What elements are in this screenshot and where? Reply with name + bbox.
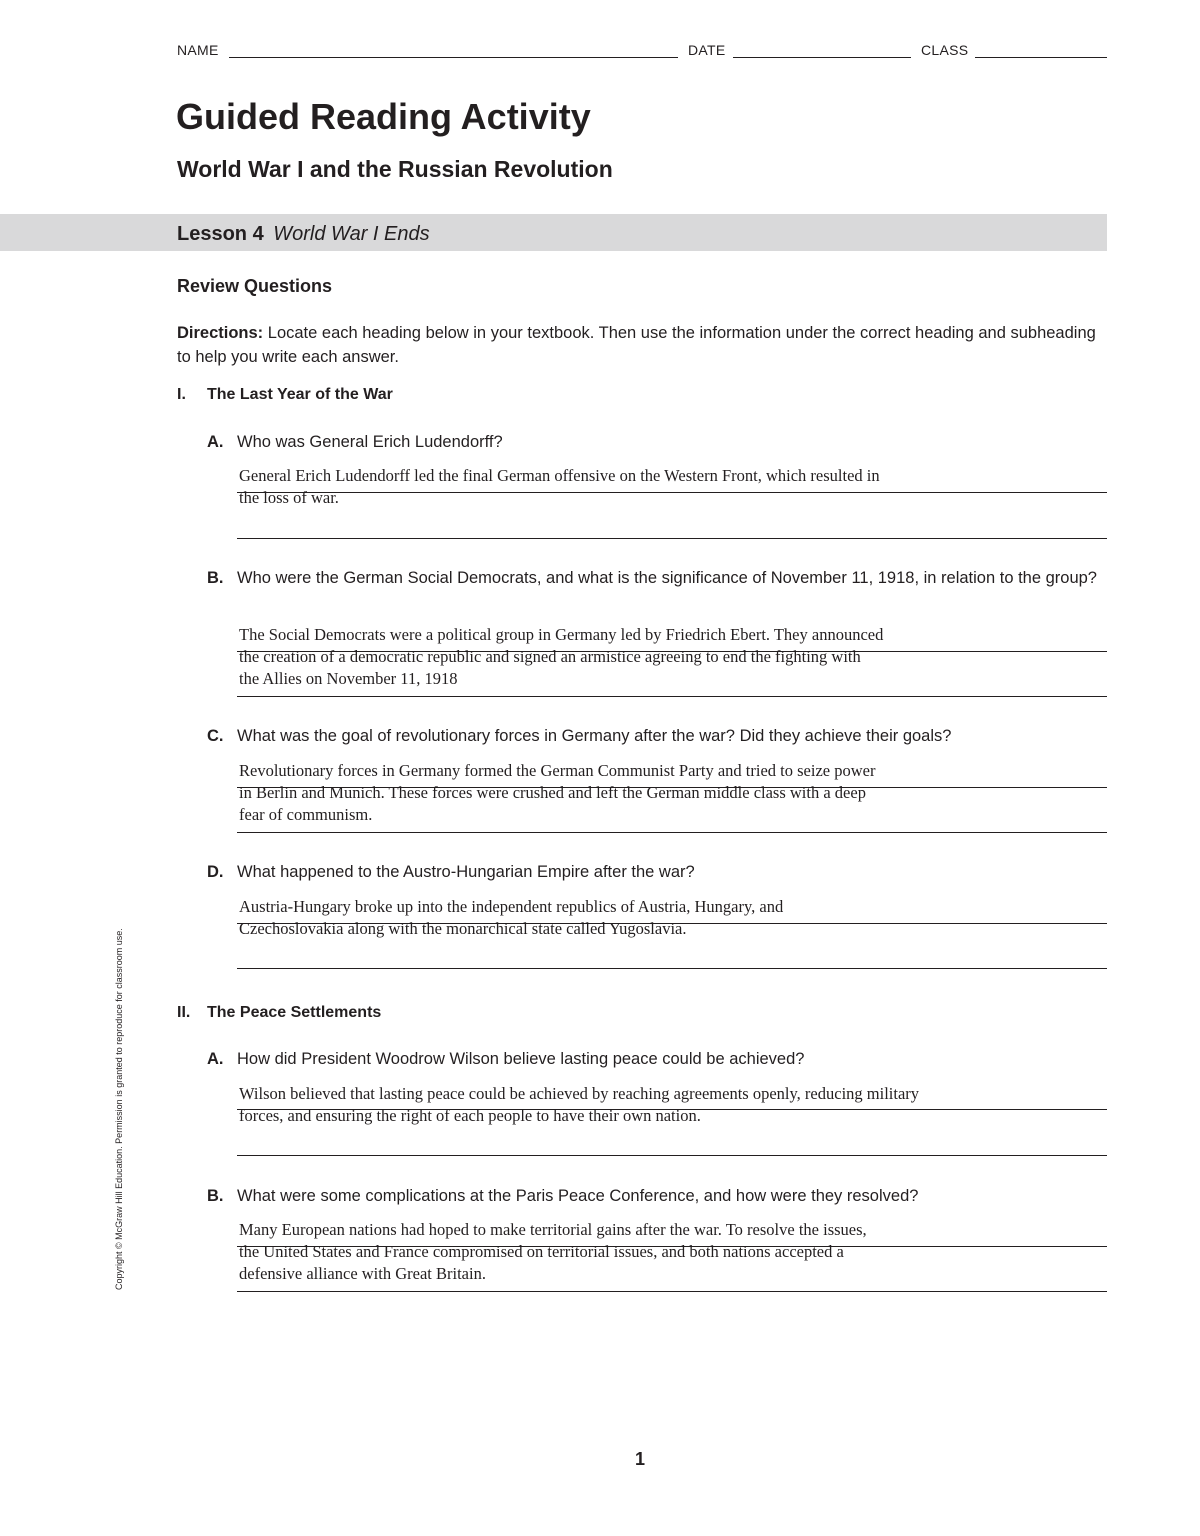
answer-text[interactable] (239, 1083, 1099, 1127)
answer-line-text: General Erich Ludendorff led the final German offensive on the Western Front, which resulted in (239, 466, 880, 485)
page-subtitle: World War I and the Russian Revolution (177, 156, 613, 182)
answer-line-text: Wilson believed that lasting peace could be achieved by reaching agreements openly, reducing military (239, 1084, 920, 1103)
answer-line-text: the Allies on November 11, 1918 (239, 669, 458, 688)
section-title: The Last Year of the War (207, 386, 393, 403)
answer-line[interactable] (237, 968, 1107, 969)
directions (177, 321, 1097, 369)
question-letter: C. (207, 727, 224, 745)
answer-line-text: in Berlin and Munich. These forces were crushed and left the German middle class with a deep (239, 783, 866, 802)
date-field[interactable] (733, 57, 911, 58)
lesson-title: World War I Ends (273, 223, 430, 245)
directions-text: Locate each heading below in your textbook. Then use the information under the correct heading and subheading to help you write each answer. (177, 324, 1096, 366)
student-info-header (177, 42, 1107, 62)
answer-text[interactable] (239, 624, 1099, 690)
review-heading: Review Questions (177, 276, 333, 296)
section-heading (177, 386, 393, 404)
question (207, 1047, 1107, 1071)
answer-line-text: the creation of a democratic republic and signed an armistice agreeing to end the fighting with (239, 647, 861, 666)
answer-line[interactable] (237, 1155, 1107, 1156)
class-field[interactable] (975, 57, 1107, 58)
question (207, 430, 1107, 454)
section-heading (177, 1004, 381, 1022)
answer-text[interactable] (239, 896, 1099, 940)
question-letter: A. (207, 433, 224, 451)
answer-text[interactable] (239, 465, 1099, 509)
question-text: Who were the German Social Democrats, and what is the significance of November 11, 1918, in relation to the group? (237, 569, 1097, 587)
question (207, 566, 1107, 590)
answer-line-text: The Social Democrats were a political group in Germany led by Friedrich Ebert. They announced (239, 625, 884, 644)
section-numeral: II. (177, 1004, 191, 1021)
answer-line-text: fear of communism. (239, 805, 373, 824)
answer-text[interactable] (239, 1219, 1099, 1285)
name-field[interactable] (229, 57, 678, 58)
question-letter: B. (207, 1187, 224, 1205)
answer-line-text: Revolutionary forces in Germany formed the German Communist Party and tried to seize power (239, 761, 876, 780)
question (207, 1184, 1107, 1208)
question-text: How did President Woodrow Wilson believe lasting peace could be achieved? (237, 1050, 805, 1068)
lesson-number: Lesson 4 (177, 223, 264, 245)
answer-line[interactable] (237, 1291, 1107, 1292)
question-text: What happened to the Austro-Hungarian Empire after the war? (237, 863, 695, 881)
answer-line-text: forces, and ensuring the right of each people to have their own nation. (239, 1106, 701, 1125)
question-text: What was the goal of revolutionary forces in Germany after the war? Did they achieve their goals? (237, 727, 952, 745)
class-label: CLASS (921, 42, 969, 58)
question-text: What were some complications at the Paris Peace Conference, and how were they resolved? (237, 1187, 919, 1205)
answer-line-text: the loss of war. (239, 488, 339, 507)
section-numeral: I. (177, 386, 186, 403)
answer-line-text: defensive alliance with Great Britain. (239, 1264, 486, 1283)
question-letter: B. (207, 569, 224, 587)
page-number: 1 (634, 1449, 645, 1469)
section-title: The Peace Settlements (207, 1004, 382, 1021)
lesson-banner (0, 214, 1107, 251)
date-label: DATE (688, 42, 726, 58)
answer-line-text: Many European nations had hoped to make territorial gains after the war. To resolve the issues, (239, 1220, 867, 1239)
name-label: NAME (177, 42, 219, 58)
page-title: Guided Reading Activity (176, 96, 591, 137)
copyright-notice: Copyright © McGraw Hill Education. Permission is granted to reproduce for classroom use. (114, 928, 124, 1290)
answer-line[interactable] (237, 832, 1107, 833)
directions-label: Directions: (177, 324, 264, 342)
question (207, 860, 1107, 884)
question (207, 724, 1107, 748)
question-text: Who was General Erich Ludendorff? (237, 433, 503, 451)
answer-line[interactable] (237, 538, 1107, 539)
answer-line-text: the United States and France compromised on territorial issues, and both nations accepted a (239, 1242, 844, 1261)
answer-line[interactable] (237, 696, 1107, 697)
answer-line-text: Czechoslovakia along with the monarchical state called Yugoslavia. (239, 919, 687, 938)
question-letter: D. (207, 863, 224, 881)
answer-text[interactable] (239, 760, 1099, 826)
answer-line-text: Austria-Hungary broke up into the independent republics of Austria, Hungary, and (239, 897, 784, 916)
question-letter: A. (207, 1050, 224, 1068)
